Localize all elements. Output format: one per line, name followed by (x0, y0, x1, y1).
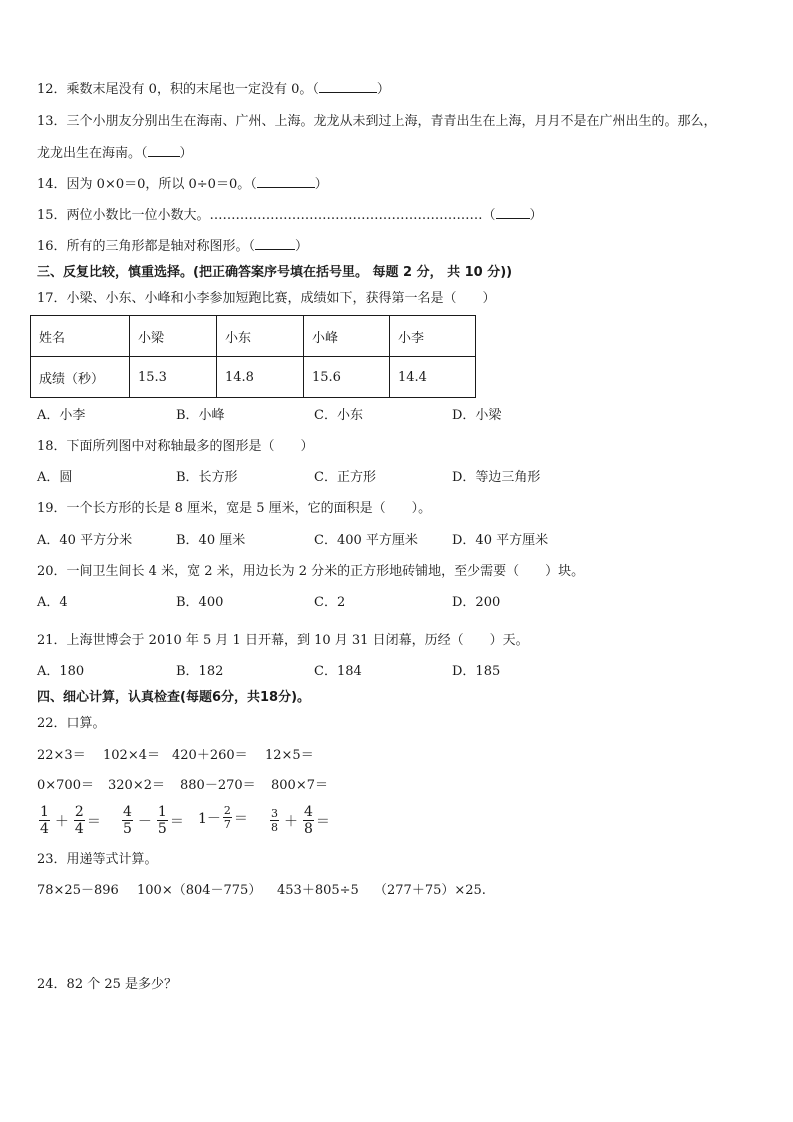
question-21: 21．上海世博会于 2010 年 5 月 1 日开幕，到 10 月 31 日闭幕，历经（ ）天。 (37, 633, 529, 648)
table-cell: 14.8 (217, 357, 304, 398)
fraction-expression: 1 4 ＋ 2 4 ＝ (40, 804, 101, 837)
option-d[interactable]: D．等边三角形 (452, 470, 541, 485)
option-b[interactable]: B．长方形 (176, 470, 238, 485)
answer-blank[interactable] (148, 145, 180, 157)
question-17: 17．小梁、小东、小峰和小李参加短跑比赛，成绩如下，获得第一名是（ ） (37, 291, 496, 306)
fraction-expression: 3 8 ＋ 4 8 ＝ (271, 804, 330, 837)
option-c[interactable]: C．小东 (314, 408, 363, 423)
option-d[interactable]: D．40 平方厘米 (452, 533, 549, 548)
table-cell: 小李 (390, 316, 476, 357)
table-cell: 小东 (217, 316, 304, 357)
option-b[interactable]: B．40 厘米 (176, 533, 246, 548)
answer-blank[interactable] (319, 81, 377, 93)
question-13: 13．三个小朋友分别出生在海南、广州、上海。龙龙从未到过上海，青青出生在上海，月月不是在广州出生的。那么， (37, 114, 717, 129)
fraction-expression: 4 5 － 1 5 ＝ (123, 804, 184, 837)
option-a[interactable]: A．180 (37, 664, 85, 679)
option-d[interactable]: D．小梁 (452, 408, 502, 423)
fraction: 3 8 (271, 807, 278, 834)
option-c[interactable]: C．400 平方厘米 (314, 533, 418, 548)
calc-item: 100×（804－775） (137, 883, 262, 898)
table-cell: 姓名 (31, 316, 130, 357)
option-b[interactable]: B．182 (176, 664, 224, 679)
table-cell: 15.3 (130, 357, 217, 398)
question-14: 14．因为 0×0＝0，所以 0÷0＝0。（ ） (37, 177, 328, 192)
section-4-heading: 四、细心计算，认真检查(每题6分，共18分)。 (37, 690, 311, 705)
calc-item: 78×25－896 (37, 883, 119, 898)
answer-blank[interactable] (496, 207, 530, 219)
oral-calc-item: 102×4＝ (103, 748, 160, 763)
question-15: 15．两位小数比一位小数大。………………………………………………………（ ） (37, 208, 543, 223)
question-12: 12．乘数末尾没有 0，积的末尾也一定没有 0。（ ） (37, 82, 390, 97)
question-16: 16．所有的三角形都是轴对称图形。（ ） (37, 239, 309, 254)
oral-calc-item: 12×5＝ (265, 748, 314, 763)
option-a[interactable]: A．圆 (37, 470, 73, 485)
option-b[interactable]: B．小峰 (176, 408, 225, 423)
option-b[interactable]: B．400 (176, 595, 224, 610)
option-a[interactable]: A．小李 (37, 408, 86, 423)
fraction-expression: 1－ 2 7 ＝ (198, 804, 248, 831)
oral-calc-item: 880－270＝ (180, 778, 256, 793)
calc-item: （277＋75）×25. (374, 883, 486, 898)
table-header-row (31, 316, 476, 357)
fraction: 2 7 (223, 804, 231, 831)
oral-calc-item: 22×3＝ (37, 748, 86, 763)
table-cell: 14.4 (390, 357, 476, 398)
answer-blank[interactable] (257, 176, 315, 188)
option-c[interactable]: C．正方形 (314, 470, 376, 485)
option-a[interactable]: A．40 平方分米 (37, 533, 133, 548)
table-cell: 小梁 (130, 316, 217, 357)
question-22: 22．口算。 (37, 716, 106, 731)
oral-calc-item: 800×7＝ (271, 778, 328, 793)
fraction: 1 5 (157, 804, 167, 837)
table-cell: 15.6 (304, 357, 390, 398)
oral-calc-item: 320×2＝ (108, 778, 165, 793)
table-cell: 小峰 (304, 316, 390, 357)
table-cell: 成绩（秒） (31, 357, 130, 398)
fraction: 4 8 (304, 804, 313, 837)
option-d[interactable]: D．185 (452, 664, 501, 679)
question-13-continued: 龙龙出生在海南。（ ） (37, 146, 193, 161)
fraction: 4 5 (123, 804, 132, 837)
question-20: 20．一间卫生间长 4 米，宽 2 米，用边长为 2 分米的正方形地砖铺地，至少需要（ ）块。 (37, 564, 585, 579)
section-3-heading: 三、反复比较，慎重选择。(把正确答案序号填在括号里。 每题 2 分， 共 10 分)) (37, 265, 513, 280)
table-row (31, 357, 476, 398)
fraction: 2 4 (74, 804, 84, 837)
question-24: 24．82 个 25 是多少？ (37, 977, 178, 992)
oral-calc-item: 420＋260＝ (172, 748, 248, 763)
question-19: 19．一个长方形的长是 8 厘米，宽是 5 厘米，它的面积是（ ）。 (37, 501, 432, 516)
option-a[interactable]: A．4 (37, 595, 68, 610)
option-c[interactable]: C．184 (314, 664, 362, 679)
question-23: 23．用递等式计算。 (37, 852, 158, 867)
option-d[interactable]: D．200 (452, 595, 501, 610)
scores-table (30, 315, 476, 398)
fraction: 1 4 (40, 804, 49, 837)
oral-calc-item: 0×700＝ (37, 778, 94, 793)
option-c[interactable]: C．2 (314, 595, 346, 610)
answer-blank[interactable] (255, 238, 295, 250)
calc-item: 453＋805÷5 (277, 883, 359, 898)
question-18: 18．下面所列图中对称轴最多的图形是（ ） (37, 439, 314, 454)
